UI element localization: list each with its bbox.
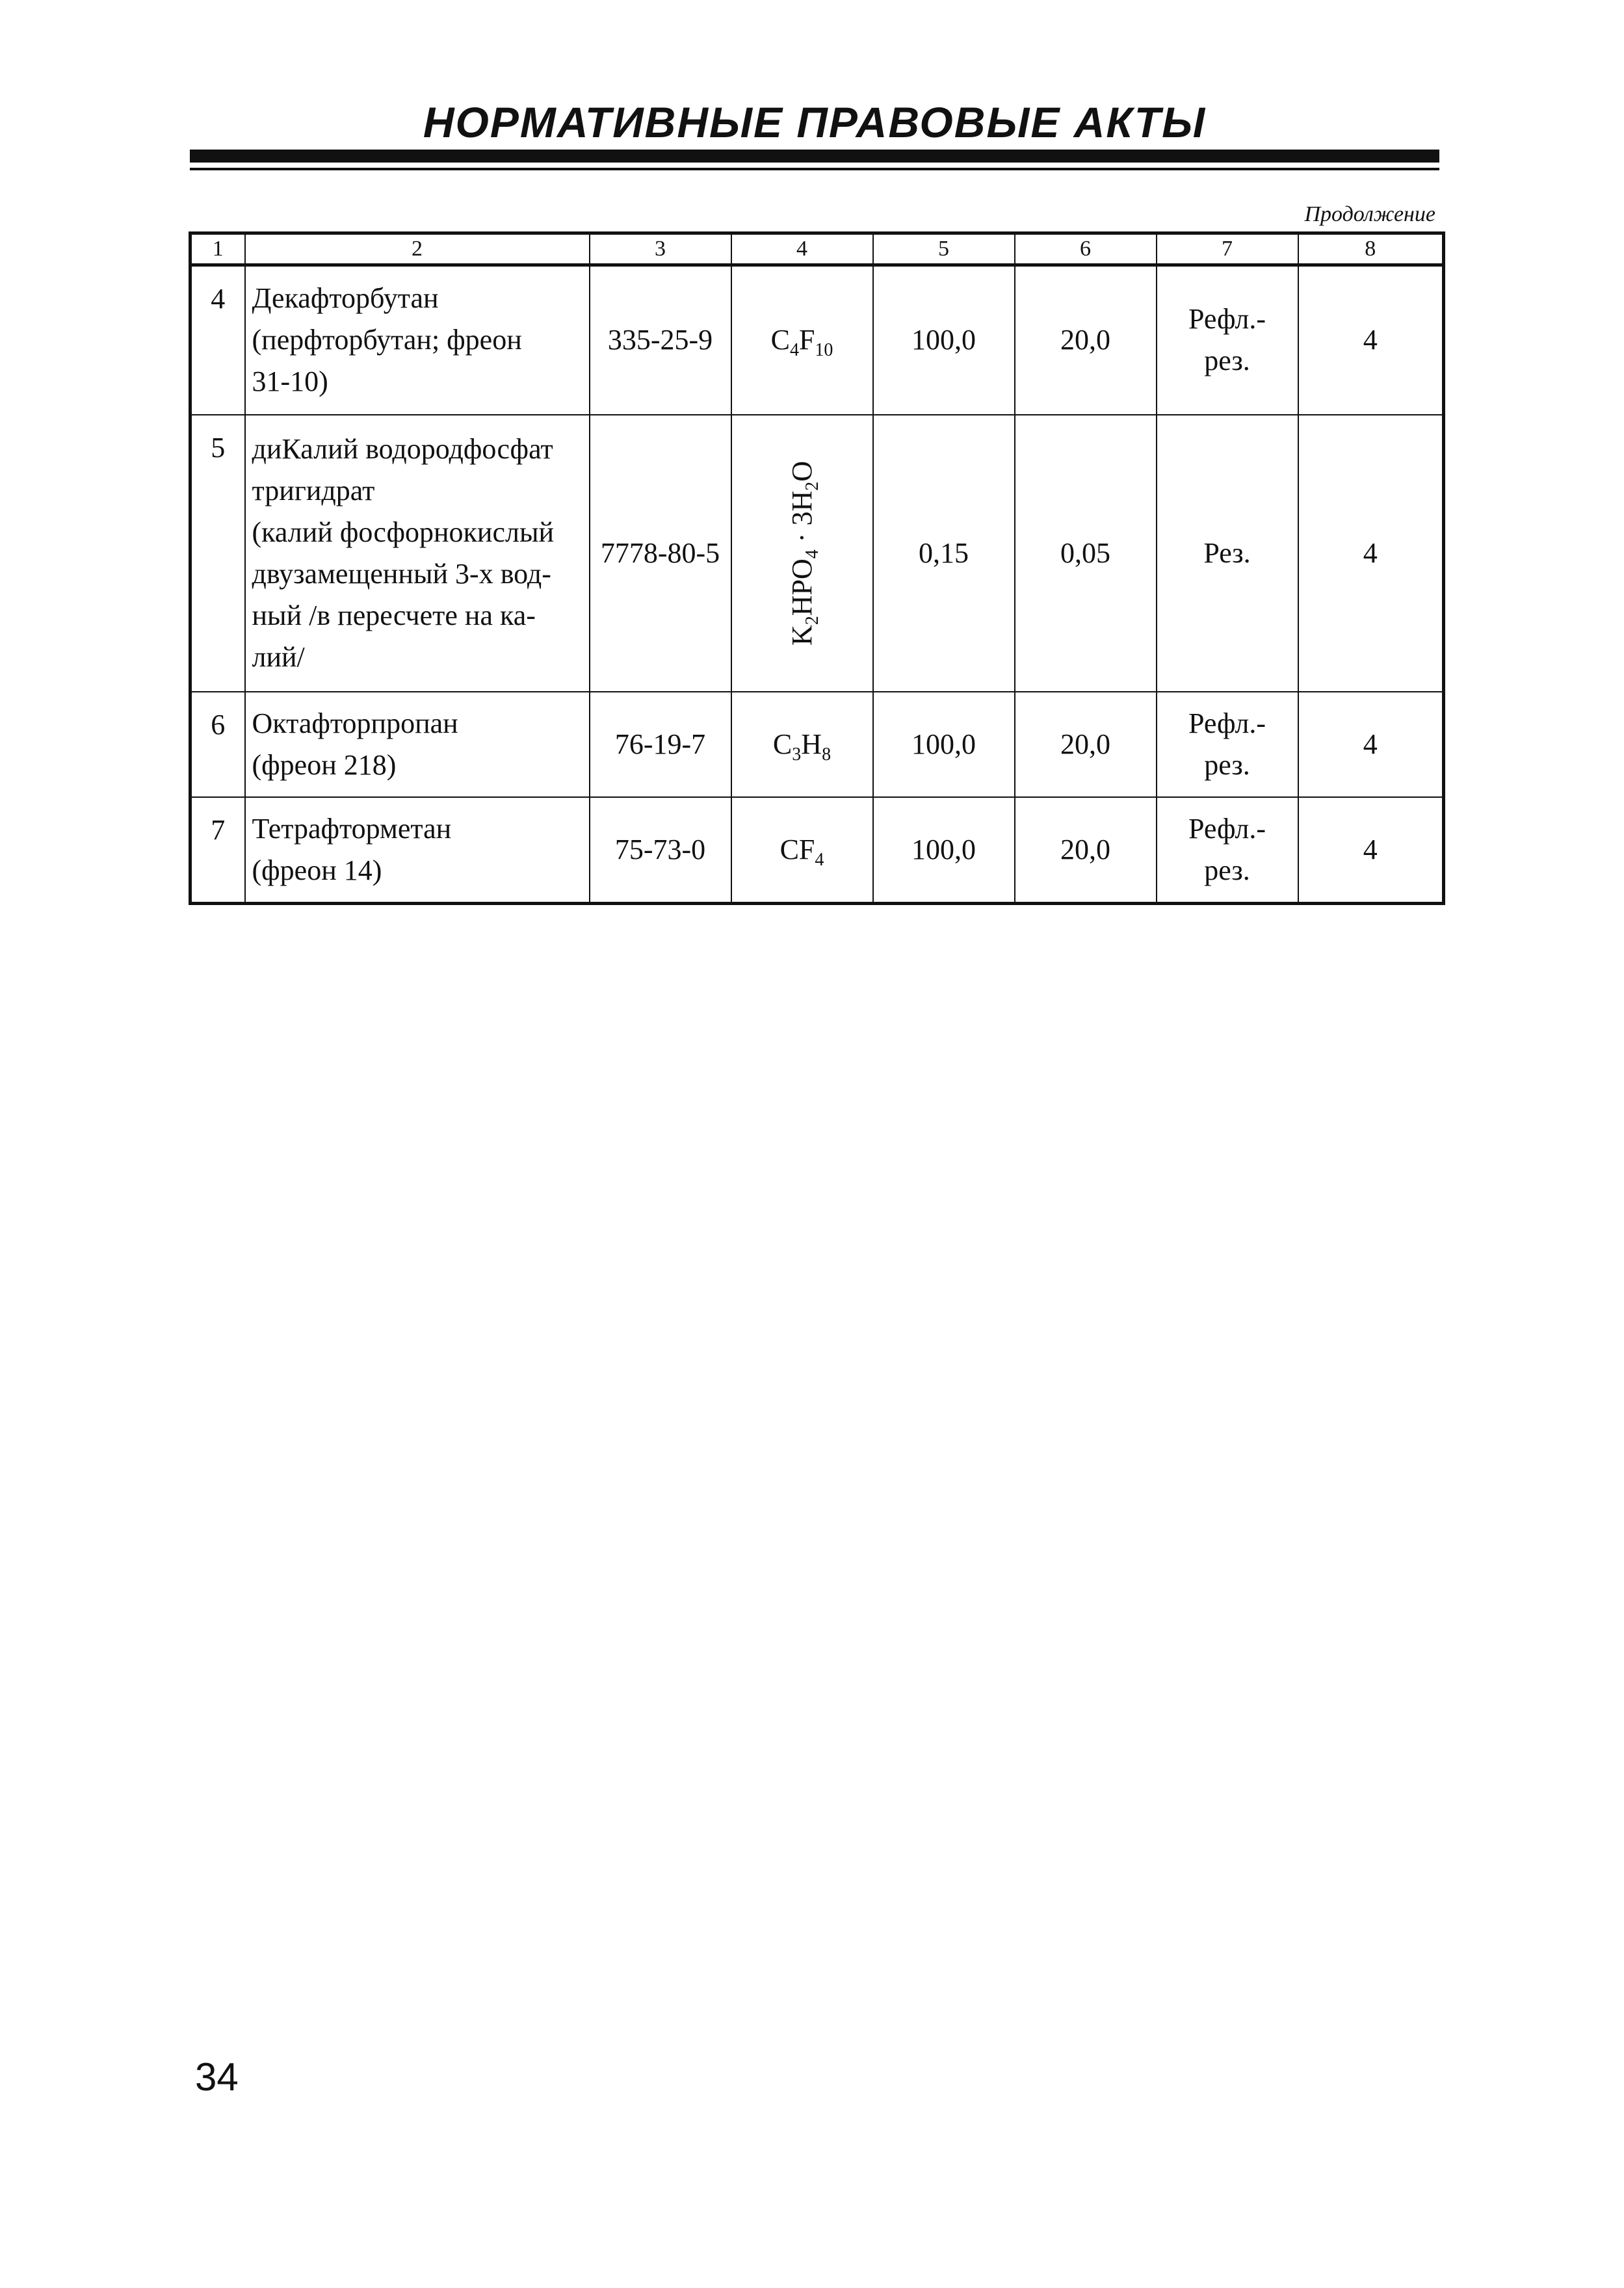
- formula-part: F: [798, 324, 815, 356]
- method-col7: [1157, 797, 1298, 904]
- method-line: рез.: [1204, 854, 1250, 886]
- value-col6: 20,0: [1015, 797, 1157, 904]
- column-number: 2: [245, 233, 590, 265]
- method-line: Рефл.-: [1188, 812, 1266, 845]
- column-number: 7: [1157, 233, 1298, 265]
- table-row: [190, 797, 1444, 904]
- formula-subscript: 4: [802, 549, 822, 559]
- substance-name-line: тригидрат: [252, 474, 375, 506]
- formula-subscript: 4: [789, 340, 799, 361]
- substance-table: [189, 231, 1445, 905]
- column-number: 1: [190, 233, 245, 265]
- method-col7: [1157, 415, 1298, 692]
- formula-subscript: 2: [802, 615, 822, 625]
- chemical-formula: [731, 692, 873, 797]
- continuation-label: Продолжение: [1304, 202, 1435, 226]
- page-number: 34: [195, 2055, 239, 2099]
- substance-name-line: (калий фосфорнокислый: [252, 516, 555, 548]
- value-col6: 20,0: [1015, 265, 1157, 415]
- value-col5: 100,0: [873, 692, 1015, 797]
- substance-name-line: диКалий водородфосфат: [252, 432, 553, 465]
- row-number: 5: [190, 415, 245, 692]
- cas-number: 75-73-0: [590, 797, 731, 904]
- formula-part: H: [801, 728, 822, 760]
- method-col7: [1157, 265, 1298, 415]
- method-line: Рез.: [1203, 536, 1251, 569]
- table-row: [190, 692, 1444, 797]
- substance-name-line: ный /в пересчете на ка-: [252, 599, 536, 631]
- row-number: 6: [190, 692, 245, 797]
- value-col5: 0,15: [873, 415, 1015, 692]
- column-number: 8: [1298, 233, 1444, 265]
- header-rule-thick: [190, 150, 1439, 163]
- method-line: Рефл.-: [1188, 707, 1266, 739]
- substance-name-line: двузамещенный 3-х вод-: [252, 557, 551, 590]
- substance-name-line: (перфторбутан; фреон: [252, 324, 522, 356]
- row-number: 7: [190, 797, 245, 904]
- cas-number: 76-19-7: [590, 692, 731, 797]
- method-line: Рефл.-: [1188, 303, 1266, 335]
- formula-subscript: 3: [792, 744, 802, 765]
- method-col7: [1157, 692, 1298, 797]
- substance-name: [245, 692, 590, 797]
- table-row: [190, 265, 1444, 415]
- column-number: 3: [590, 233, 731, 265]
- method-line: рез.: [1204, 748, 1250, 781]
- chemical-formula: [731, 265, 873, 415]
- formula-subscript: 10: [815, 340, 833, 361]
- formula-subscript: 8: [822, 744, 832, 765]
- column-number-row: [190, 233, 1444, 265]
- formula-part: C: [772, 728, 792, 760]
- formula-part: O: [785, 460, 818, 482]
- cas-number: 335-25-9: [590, 265, 731, 415]
- value-col6: 20,0: [1015, 692, 1157, 797]
- chemical-formula: [731, 415, 873, 692]
- table-row: [190, 415, 1444, 692]
- substance-name: [245, 415, 590, 692]
- substance-name-line: (фреон 218): [252, 748, 397, 781]
- hazard-class: 4: [1298, 265, 1444, 415]
- substance-name-line: лий/: [252, 640, 305, 673]
- formula-part: HPO: [785, 558, 818, 616]
- chemical-formula: [731, 797, 873, 904]
- cas-number: 7778-80-5: [590, 415, 731, 692]
- substance-name-line: 31-10): [252, 365, 328, 398]
- formula-part: K: [785, 624, 818, 646]
- formula-text: [779, 833, 824, 870]
- substance-name-line: Тетрафторметан: [252, 812, 452, 845]
- column-number: 5: [873, 233, 1015, 265]
- substance-name: [245, 265, 590, 415]
- formula-text: [781, 460, 823, 645]
- method-line: рез.: [1204, 345, 1250, 377]
- value-col5: 100,0: [873, 265, 1015, 415]
- header-rule-thin: [190, 168, 1439, 170]
- running-head-title: НОРМАТИВНЫЕ ПРАВОВЫЕ АКТЫ: [423, 98, 1207, 146]
- formula-part: CF: [779, 833, 815, 865]
- row-number: 4: [190, 265, 245, 415]
- substance-name-line: Октафторпропан: [252, 707, 458, 739]
- formula-part: C: [770, 324, 790, 356]
- formula-text: [772, 728, 832, 765]
- formula-text: [770, 324, 833, 361]
- value-col6: 0,05: [1015, 415, 1157, 692]
- hazard-class: 4: [1298, 692, 1444, 797]
- hazard-class: 4: [1298, 415, 1444, 692]
- column-number: 4: [731, 233, 873, 265]
- formula-subscript: 2: [802, 481, 822, 491]
- value-col5: 100,0: [873, 797, 1015, 904]
- formula-subscript: 4: [815, 849, 824, 870]
- column-number: 6: [1015, 233, 1157, 265]
- hazard-class: 4: [1298, 797, 1444, 904]
- substance-name-line: Декафторбутан: [252, 282, 439, 315]
- formula-part: · 3H: [785, 490, 818, 549]
- substance-name: [245, 797, 590, 904]
- substance-name-line: (фреон 14): [252, 854, 382, 886]
